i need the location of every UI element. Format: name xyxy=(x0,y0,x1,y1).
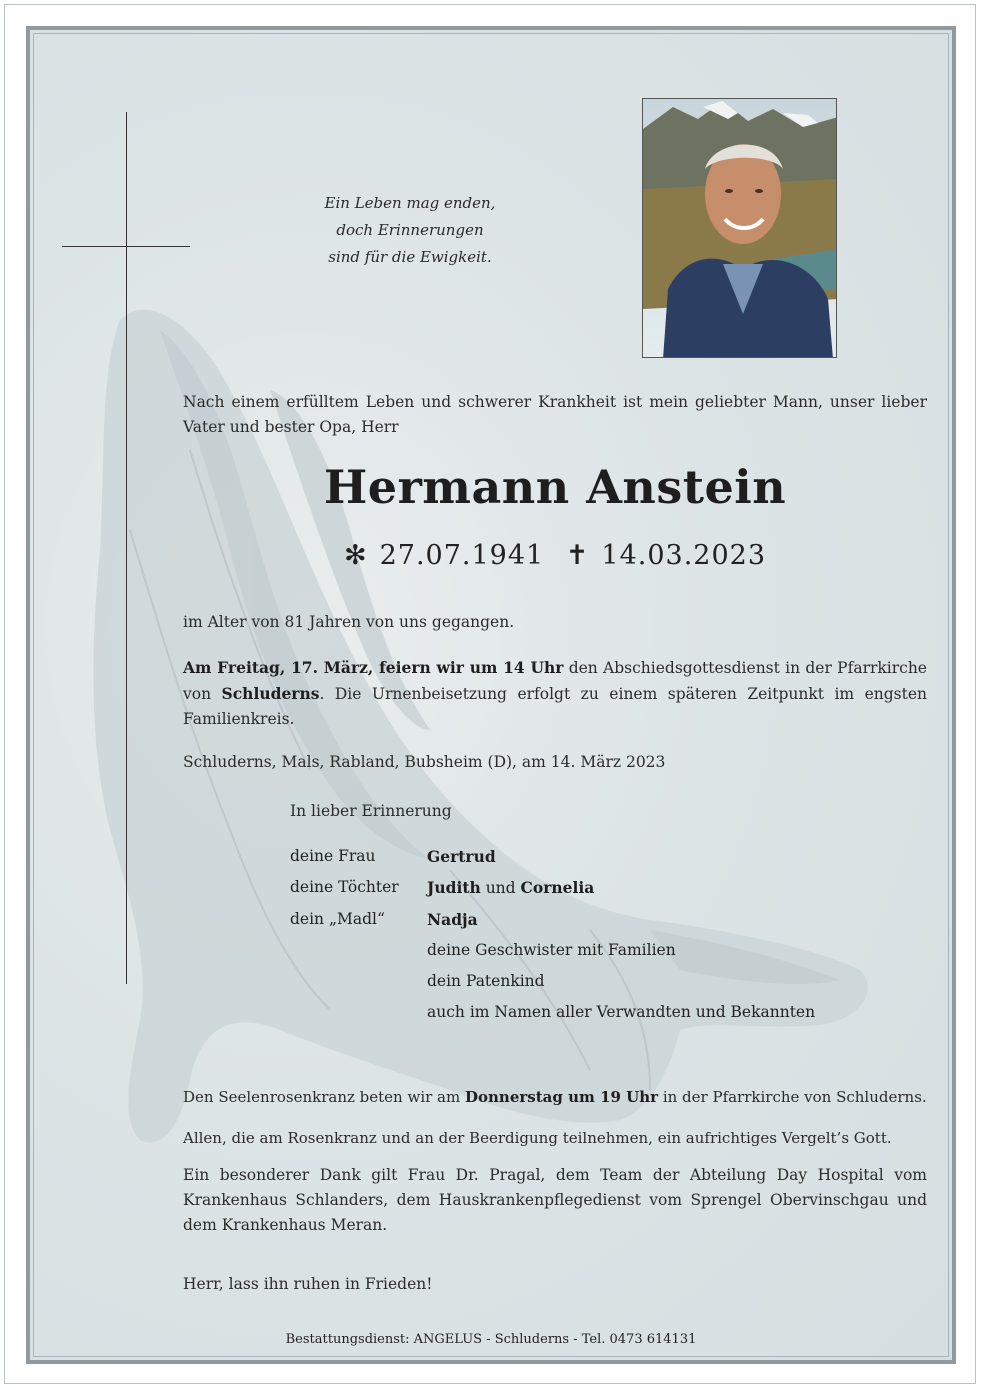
service-date-time: Am Freitag, 17. März, feiern wir um 14 Uhr xyxy=(183,658,564,677)
quote-line-2: doch Erinnerungen xyxy=(336,221,484,239)
madl-name-text: Nadja xyxy=(427,910,478,929)
intro-text: Nach einem erfülltem Leben und schwerer Krankheit ist mein geliebter Mann, unser lieber Vater und bester Opa, Herr xyxy=(183,393,927,436)
daughters-names xyxy=(427,878,594,897)
madl-name xyxy=(427,910,478,929)
rosary-date-time: Donnerstag um 19 Uhr xyxy=(465,1088,659,1106)
daughters-label: deine Töchter xyxy=(290,878,399,896)
birth-date: 27.07.1941 xyxy=(379,540,545,571)
madl-label: dein „Madl“ xyxy=(290,910,385,928)
memory-heading: In lieber Erinnerung xyxy=(290,802,452,820)
wife-label: deine Frau xyxy=(290,847,376,865)
quote-line-1: Ein Leben mag enden, xyxy=(324,194,496,212)
rosary-text-1: Den Seelenrosenkranz beten wir am xyxy=(183,1088,465,1106)
cross-icon-bar xyxy=(62,246,190,247)
rosary-text-2: in der Pfarrkirche von Schluderns. xyxy=(658,1088,927,1106)
cross-icon xyxy=(126,112,127,984)
service-text-2: . Die Urnenbeisetzung erfolgt zu einem späteren Zeitpunkt im engsten Familienkreis. xyxy=(183,685,927,728)
age-text: im Alter von 81 Jahren von uns gegangen. xyxy=(183,613,515,631)
and-text: und xyxy=(480,879,521,897)
service-place: Schluderns xyxy=(221,684,320,703)
quote-line-3: sind für die Ewigkeit. xyxy=(328,248,492,266)
wife-name xyxy=(427,847,496,866)
siblings: deine Geschwister mit Familien xyxy=(427,941,676,959)
thanks-special: Ein besonderer Dank gilt Frau Dr. Pragal, dem Team der Abteilung Day Hospital vom Krankenhaus Schlanders, dem Hauskrankenpflegedienst vom Sprengel Obervinschgau und dem Krankenhaus Meran. xyxy=(183,1166,927,1234)
rosary-text xyxy=(183,1085,927,1110)
footer-funeral-service: Bestattungsdienst: ANGELUS - Schluderns - Tel. 0473 614131 xyxy=(285,1332,697,1347)
place-date: Schluderns, Mals, Rabland, Bubsheim (D), am 14. März 2023 xyxy=(183,753,666,771)
relatives: auch im Namen aller Verwandten und Bekannten xyxy=(427,1003,816,1021)
life-dates xyxy=(183,540,927,571)
quote xyxy=(300,190,520,271)
service-text-1: den Abschiedsgottesdienst in der Pfarrkirche von xyxy=(183,659,927,703)
death-date: 14.03.2023 xyxy=(601,540,767,571)
service-text xyxy=(183,655,927,732)
daughter-2: Cornelia xyxy=(520,878,595,897)
portrait-photo xyxy=(642,98,837,358)
daughter-1: Judith xyxy=(427,878,481,897)
wife-name-text: Gertrud xyxy=(427,847,496,866)
birth-star-icon: ✻ xyxy=(343,540,368,571)
deceased-name: Hermann Anstein xyxy=(323,460,787,514)
death-cross-icon: ✝ xyxy=(565,540,590,571)
thanks-all: Allen, die am Rosenkranz und an der Beerdigung teilnehmen, ein aufrichtiges Vergelt’s Gott. xyxy=(183,1129,892,1147)
closing-prayer: Herr, lass ihn ruhen in Frieden! xyxy=(183,1275,433,1293)
godchild: dein Patenkind xyxy=(427,972,545,990)
